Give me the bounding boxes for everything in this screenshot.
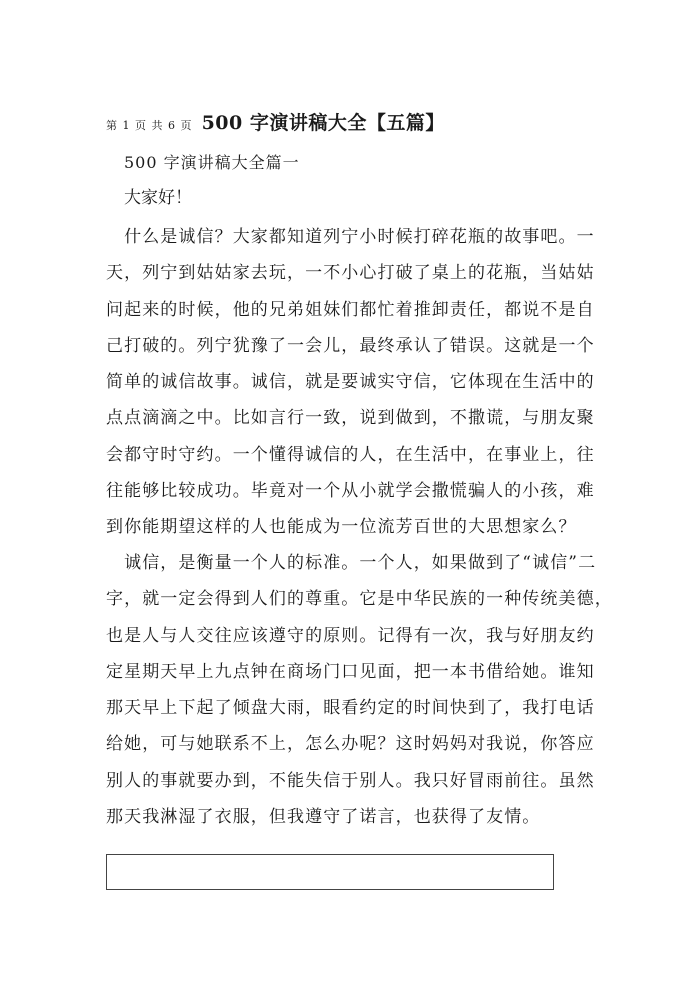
paragraph-line: 字，就一定会得到人们的尊重。它是中华民族的一种传统美德，	[106, 589, 613, 610]
paragraph-line: 那天早上下起了倾盘大雨，眼看约定的时间快到了，我打电话	[106, 698, 595, 719]
paragraph-line: 简单的诚信故事。诚信，就是要诚实守信，它体现在生活中的	[106, 372, 595, 393]
paragraph-line: 问起来的时候，他的兄弟姐妹们都忙着推卸责任，都说不是自	[106, 299, 595, 320]
paragraph-line: 点点滴滴之中。比如言行一致，说到做到，不撒谎，与朋友聚	[106, 408, 595, 429]
empty-text-box	[106, 854, 554, 890]
paragraph-line: 会都守时守约。一个懂得诚信的人，在生活中，在事业上，往	[106, 444, 595, 465]
paragraph-line: 别人的事就要办到，不能失信于别人。我只好冒雨前往。虽然	[106, 770, 595, 791]
paragraph-line: 己打破的。列宁犹豫了一会儿，最终承认了错误。这就是一个	[106, 335, 595, 356]
paragraph-line: 往能够比较成功。毕竟对一个从小就学会撒慌骗人的小孩，难	[106, 481, 595, 502]
paragraph-2	[106, 545, 613, 835]
section-title: 500 字演讲稿大全篇一	[124, 153, 300, 172]
paragraph-1	[106, 219, 595, 546]
paragraph-line: 诚信，是衡量一个人的标准。一个人，如果做到了“诚信”二	[106, 553, 597, 573]
greeting: 大家好！	[124, 188, 192, 208]
paragraph-line: 到你能期望这样的人也能成为一位流芳百世的大思想家么？	[106, 517, 577, 538]
header-line	[106, 110, 445, 139]
document-title: 500 字演讲稿大全【五篇】	[201, 112, 445, 134]
paragraph-line: 什么是诚信？大家都知道列宁小时候打碎花瓶的故事吧。一	[106, 227, 595, 247]
paragraph-line: 定星期天早上九点钟在商场门口见面，把一本书借给她。谁知	[106, 661, 595, 682]
paragraph-line: 那天我淋湿了衣服，但我遵守了诺言，也获得了友情。	[106, 807, 541, 828]
paragraph-line: 天，列宁到姑姑家去玩，一不小心打破了桌上的花瓶，当姑姑	[106, 263, 595, 284]
paragraph-line: 给她，可与她联系不上，怎么办呢？这时妈妈对我说，你答应	[106, 734, 595, 755]
page-indicator: 第 1 页 共 6 页	[106, 119, 193, 132]
paragraph-line: 也是人与人交往应该遵守的原则。记得有一次，我与好朋友约	[106, 625, 595, 646]
